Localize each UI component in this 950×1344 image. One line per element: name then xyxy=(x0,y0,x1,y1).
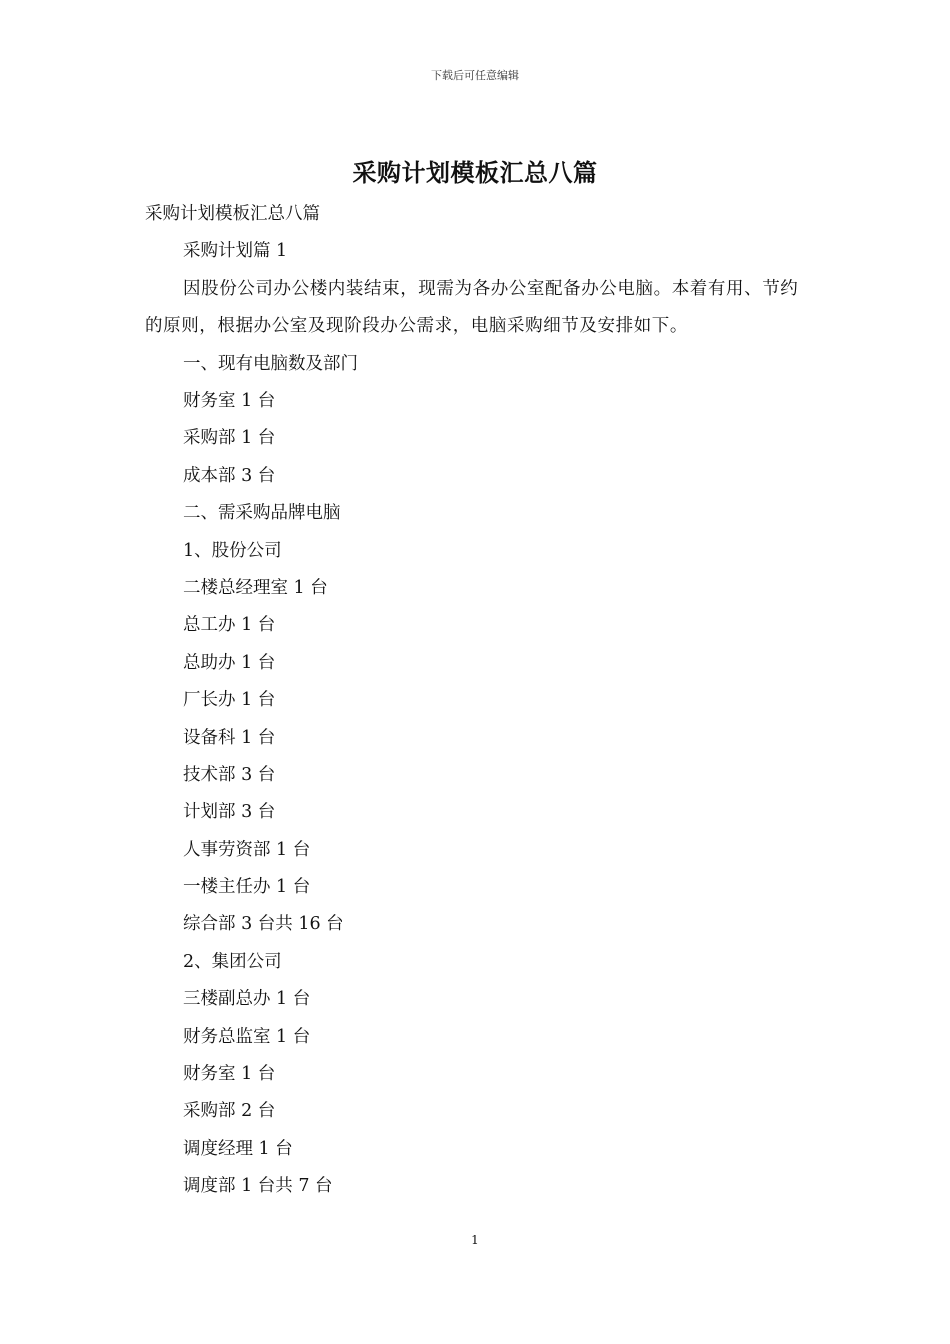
list-item: 设备科 1 台 xyxy=(183,727,276,748)
list-item: 计划部 3 台 xyxy=(183,802,276,823)
page-header: 下载后可任意编辑 xyxy=(431,69,519,82)
intro-paragraph: 因股份公司办公楼内装结束，现需为各办公室配备办公电脑。本着有用、节约的原则，根据办公室及现阶段办公需求，电脑采购细节及安排如下。 xyxy=(145,278,799,337)
list-item: 采购部 1 台 xyxy=(183,428,276,449)
list-item: 调度部 1 台共 7 台 xyxy=(183,1176,333,1197)
list-item: 总助办 1 台 xyxy=(183,652,276,673)
part1-heading: 一、现有电脑数及部门 xyxy=(183,353,358,374)
page-number: 1 xyxy=(471,1233,479,1247)
list-item: 财务室 1 台 xyxy=(183,1064,276,1085)
list-item: 一楼主任办 1 台 xyxy=(183,877,311,898)
document-subtitle: 采购计划模板汇总八篇 xyxy=(145,204,320,224)
list-item: 调度经理 1 台 xyxy=(183,1138,293,1159)
list-item: 综合部 3 台共 16 台 xyxy=(183,914,344,935)
list-item: 人事劳资部 1 台 xyxy=(183,839,311,860)
list-item: 总工办 1 台 xyxy=(183,615,276,636)
list-item: 财务室 1 台 xyxy=(183,390,276,411)
section-title: 采购计划篇 1 xyxy=(183,241,288,262)
list-item: 二楼总经理室 1 台 xyxy=(183,577,328,598)
group2-heading: 2、集团公司 xyxy=(183,951,282,972)
list-item: 采购部 2 台 xyxy=(183,1101,276,1122)
list-item: 财务总监室 1 台 xyxy=(183,1026,311,1047)
document-body xyxy=(145,196,805,1206)
list-item: 成本部 3 台 xyxy=(183,465,276,486)
list-item: 三楼副总办 1 台 xyxy=(183,989,311,1010)
list-item: 技术部 3 台 xyxy=(183,764,276,785)
group1-heading: 1、股份公司 xyxy=(183,540,282,561)
document-title: 采购计划模板汇总八篇 xyxy=(352,158,598,187)
list-item: 厂长办 1 台 xyxy=(183,690,276,711)
part2-heading: 二、需采购品牌电脑 xyxy=(183,503,341,524)
